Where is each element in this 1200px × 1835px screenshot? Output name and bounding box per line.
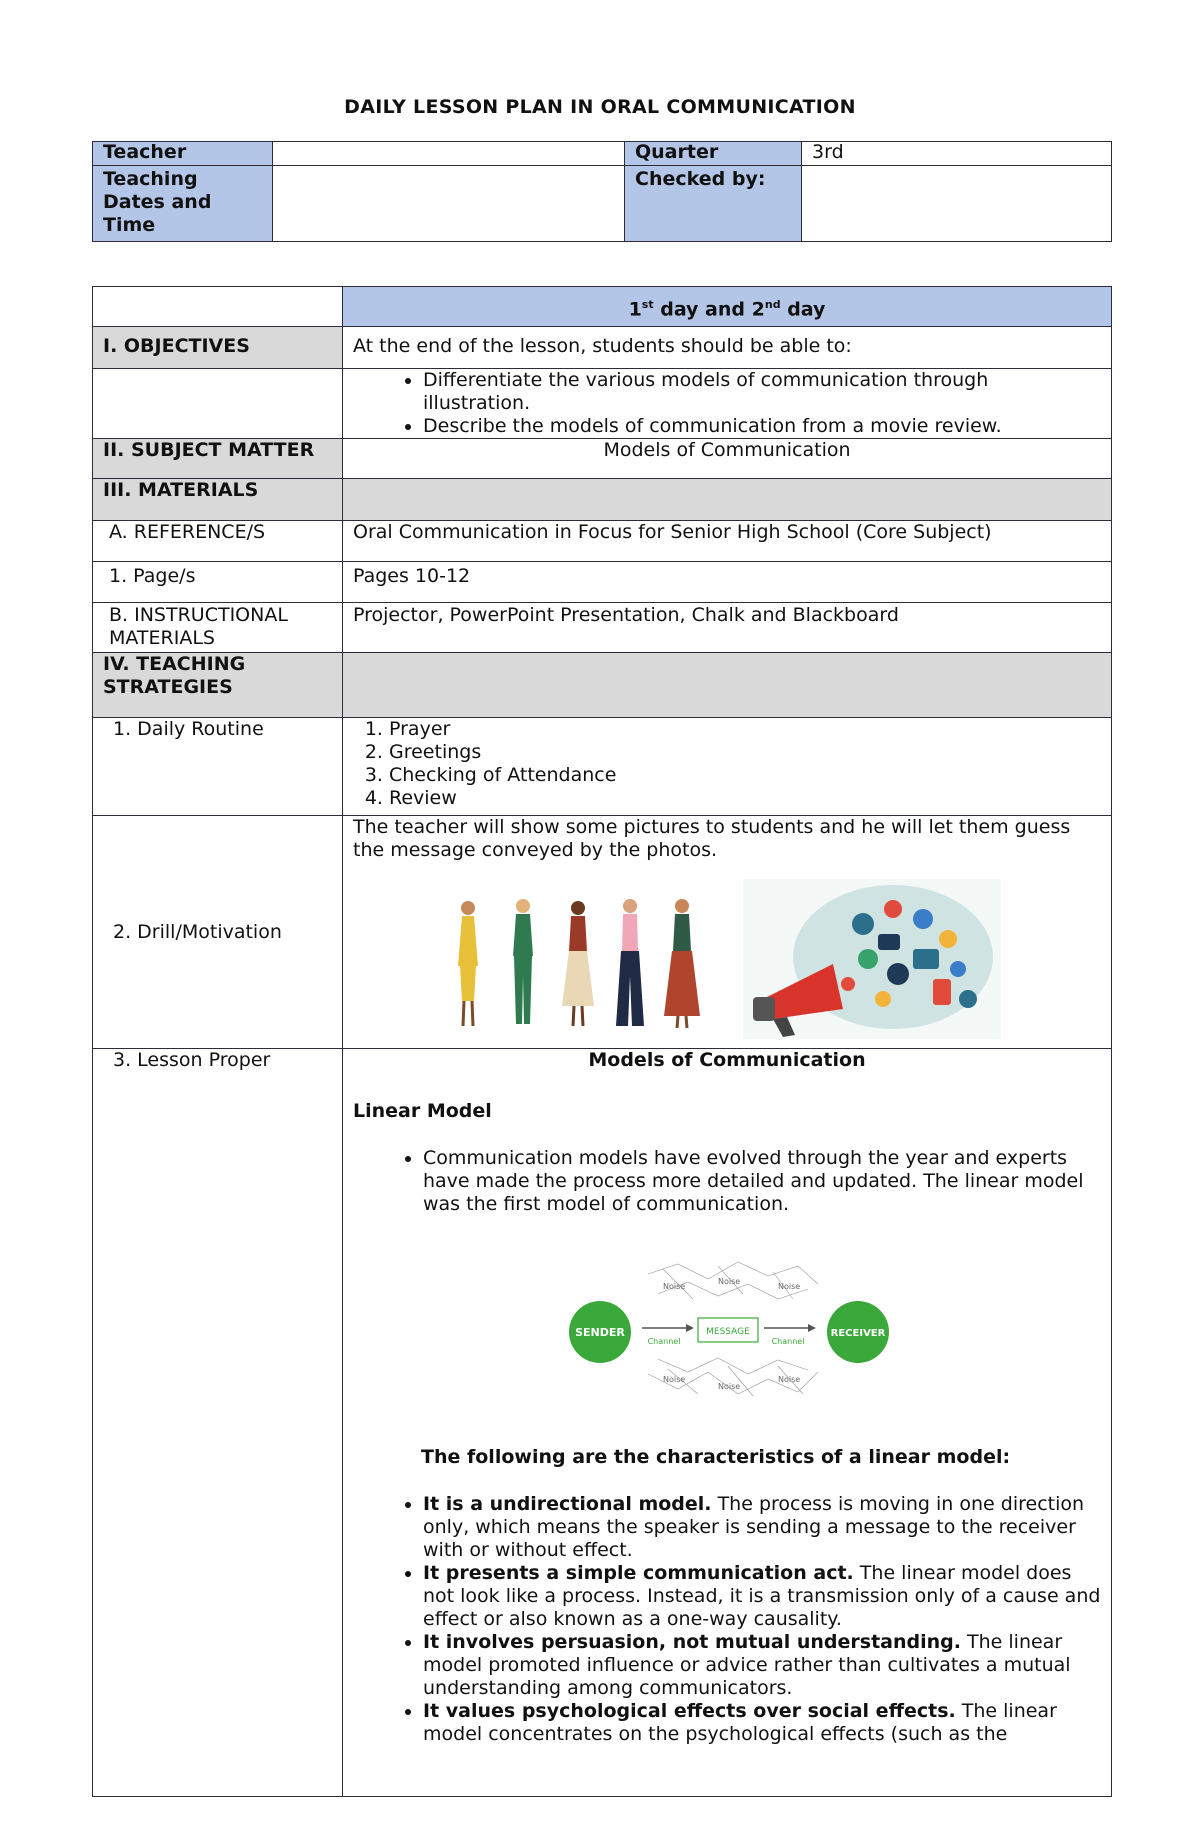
message-label: MESSAGE bbox=[706, 1327, 750, 1337]
dates-label: Teaching Dates and Time bbox=[93, 166, 273, 242]
dates-value[interactable] bbox=[273, 166, 625, 242]
reference-label: A. REFERENCE/S bbox=[93, 521, 343, 562]
characteristic-item: • It involves persuasion, not mutual understanding. The linear model promoted influence or advice rather than cultivates a mutual understanding among communicators. bbox=[423, 1631, 1101, 1700]
noise-label: Noise bbox=[718, 1382, 741, 1391]
pages-label: 1. Page/s bbox=[93, 562, 343, 603]
empty-cell bbox=[93, 369, 343, 439]
header-table bbox=[92, 141, 1112, 242]
woman-figure-5-icon bbox=[664, 899, 700, 1028]
strategies-label: IV. TEACHING STRATEGIES bbox=[93, 653, 343, 718]
subject-label: II. SUBJECT MATTER bbox=[93, 439, 343, 479]
lesson-plan-table bbox=[92, 286, 1112, 1797]
linear-model-heading: Linear Model bbox=[353, 1100, 492, 1122]
drill-label: 2. Drill/Motivation bbox=[93, 816, 343, 1049]
noise-label: Noise bbox=[718, 1277, 741, 1286]
woman-figure-2-icon bbox=[513, 899, 533, 1024]
teacher-label: Teacher bbox=[93, 142, 273, 166]
characteristic-item: • It presents a simple communication act. The linear model does not look like a process. Instead, it is a transmission only of a cause and effect or also known as a one-way causality. bbox=[423, 1562, 1101, 1631]
materials-value bbox=[343, 479, 1112, 521]
women-illustration bbox=[438, 896, 728, 1036]
channel-right-label: Channel bbox=[771, 1337, 805, 1346]
drill-text: The teacher will show some pictures to students and he will let them guess the message conveyed by the photos. bbox=[353, 816, 1071, 861]
characteristics-list bbox=[353, 1493, 1101, 1746]
objective-item: • Differentiate the various models of communication through illustration. bbox=[423, 369, 1101, 415]
channel-left-label: Channel bbox=[647, 1337, 681, 1346]
reference-value: Oral Communication in Focus for Senior High School (Core Subject) bbox=[343, 521, 1112, 562]
quarter-value[interactable]: 3rd bbox=[802, 142, 1112, 166]
pages-value: Pages 10-12 bbox=[343, 562, 1112, 603]
woman-figure-1-icon bbox=[458, 901, 478, 1026]
objectives-label: I. OBJECTIVES bbox=[93, 327, 343, 369]
characteristic-item: • It is a undirectional model. The process is moving in one direction only, which means the speaker is sending a message to the receiver with or without effect. bbox=[423, 1493, 1101, 1562]
noise-label: Noise bbox=[778, 1375, 801, 1384]
instructional-value: Projector, PowerPoint Presentation, Chalk and Blackboard bbox=[343, 603, 1112, 653]
woman-figure-4-icon bbox=[616, 899, 644, 1026]
document-title: DAILY LESSON PLAN IN ORAL COMMUNICATION bbox=[344, 96, 856, 118]
routine-label: 1. Daily Routine bbox=[93, 718, 343, 816]
lesson-heading: Models of Communication bbox=[588, 1049, 866, 1071]
routine-list bbox=[353, 718, 1101, 810]
teacher-value[interactable] bbox=[273, 142, 625, 166]
objectives-list bbox=[353, 369, 1101, 438]
instructional-label: B. INSTRUCTIONAL MATERIALS bbox=[93, 603, 343, 653]
quarter-label: Quarter bbox=[625, 142, 802, 166]
routine-item: 3. Checking of Attendance bbox=[389, 764, 1101, 787]
linear-model-diagram bbox=[568, 1254, 908, 1414]
linear-intro-item: • Communication models have evolved through the year and experts have made the process more detailed and updated. The linear model was the first model of communication. bbox=[423, 1147, 1101, 1216]
routine-item: 2. Greetings bbox=[389, 741, 1101, 764]
routine-item: 4. Review bbox=[389, 787, 1101, 810]
objectives-intro: At the end of the lesson, students should be able to: bbox=[343, 327, 1112, 369]
checked-value[interactable] bbox=[802, 166, 1112, 242]
materials-label: III. MATERIALS bbox=[93, 479, 343, 521]
sender-label: SENDER bbox=[575, 1326, 625, 1339]
linear-intro-list bbox=[353, 1147, 1101, 1216]
lesson-label: 3. Lesson Proper bbox=[93, 1049, 343, 1797]
checked-label: Checked by: bbox=[625, 166, 802, 242]
characteristic-item: • It values psychological effects over social effects. The linear model concentrates on the psychological effects (such as the bbox=[423, 1700, 1101, 1746]
noise-label: Noise bbox=[778, 1282, 801, 1291]
strategies-value bbox=[343, 653, 1112, 718]
noise-label: Noise bbox=[663, 1375, 686, 1384]
characteristics-heading: The following are the characteristics of a linear model: bbox=[421, 1446, 1011, 1468]
receiver-label: RECEIVER bbox=[830, 1328, 886, 1339]
day-heading: 1st day and 2nd day bbox=[343, 287, 1112, 327]
woman-figure-3-icon bbox=[562, 901, 594, 1026]
routine-item: 1. Prayer bbox=[389, 718, 1101, 741]
objective-item: • Describe the models of communication from a movie review. bbox=[423, 415, 1101, 438]
noise-label: Noise bbox=[663, 1282, 686, 1291]
empty-cell bbox=[93, 287, 343, 327]
megaphone-communication-illustration bbox=[743, 879, 1001, 1039]
subject-value: Models of Communication bbox=[343, 439, 1112, 479]
